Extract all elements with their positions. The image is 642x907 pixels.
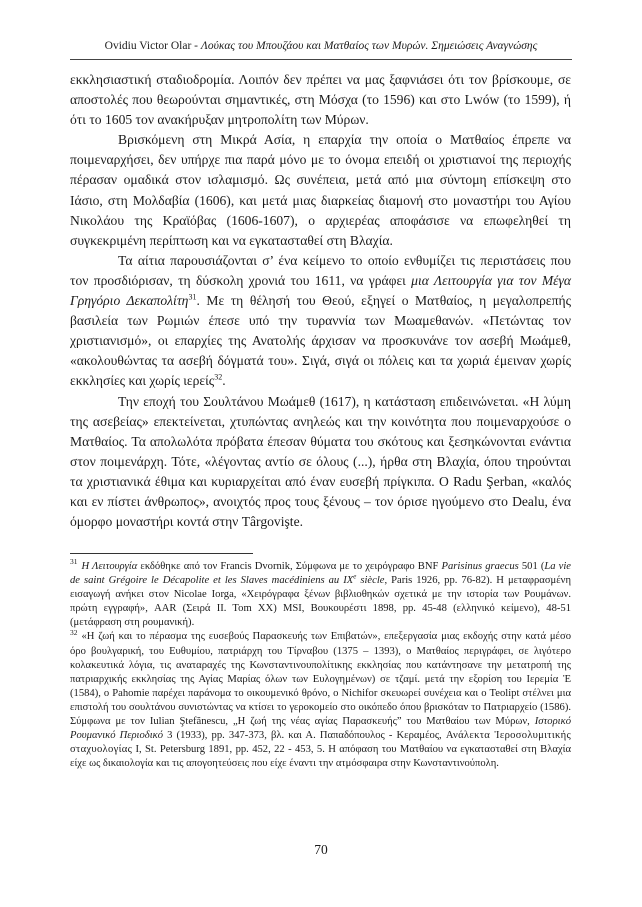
- footnote-superscript: e: [353, 572, 357, 581]
- liturgy-title: μια Λειτουργία για τον Μέγα Γρηγόριο Δεκαπολίτη: [70, 272, 572, 309]
- footnote-ref-31[interactable]: 31: [188, 292, 197, 302]
- footnote-ref-32[interactable]: 32: [214, 372, 223, 382]
- footnotes: [70, 557, 571, 771]
- header-title: Λούκας του Μπουζάου και Ματθαίος των Μυρών. Σημειώσεις Αναγνώσης: [200, 40, 538, 52]
- header-rule: [70, 59, 572, 60]
- footnote-spaced-title: Ανάλεκτα Ἱεροσολυμιτικής σταχυολογίας: [70, 730, 571, 756]
- footnote-text: I, St. Petersburg 1891, pp. 452, 22 - 453, 5. Η απόφαση του Ματθαίου να εγκατασταθεί στη Βλαχία είχε ως δικαιολογία και τις απογοητεύσεις που είχε έναντι την ατμόσφαιρα στην Κωνσταντινούπολη.: [70, 744, 571, 770]
- main-text: [70, 70, 571, 532]
- footnote-31: [70, 557, 571, 630]
- page-number: 70: [314, 842, 328, 857]
- footnote-32: [70, 627, 571, 771]
- footnote-number: 31: [70, 557, 78, 567]
- paragraph-3: [70, 251, 571, 392]
- footnote-text: «Η ζωή και το πέρασμα της ευσεβούς Παρασκευής των Επιβατών», επεξεργασία μιας εκδοχής στην κατά μέσο όρο βουλγαρική, του Ευθυμίου, πατριάρχη του Τίρναβου (1375 – 1393), ο Ματθαίος περιγράφει, σε λιγότερο κολακευτικά λόγια, τις αναταραχές της Κωνσταντινουπολίτικης εκκλησίας που κατάντησανε την μετατροπή της πατριαρχικής εκκλησίας της Αγίας Μαρίας όλων των Ευλογημένων) σε τζαμί. μετά την εξορίση του Ιερεμία Ἐ (1584), ο Pahomie παρέχει παράνομα το οικουμενικό θρόνο, ο Nichifor σκευωρεί συνέχεια και ο Teolipt στέλνει μια επιστολή του σουλτάνου συνιστώντας να κτίσει το γεροκομείο στο οικόπεδο όπου βρισκόταν το Πατριαρχείο (1586). Σύμφωνα με τον Iulian Ştefănescu, „Η ζωή της νέας αγίας Παρασκευής” του Ματθαίου των Μύρων,: [70, 631, 571, 728]
- paragraph-3-text-d: .: [222, 373, 226, 389]
- footnote-italic: Η Λειτουργία: [81, 561, 138, 572]
- footnote-text: 501 (: [518, 561, 545, 572]
- footnote-italic: Ιστορικό Ρουμανικό Περιοδικό: [70, 716, 571, 742]
- header-author: Ovidiu Victor Olar -: [104, 40, 201, 52]
- footnote-text: 3 (1933), pp. 347-373, βλ. και Α. Παπαδόπουλος - Κεραμέος,: [163, 730, 446, 742]
- paragraph-3-text-a: Τα αίτια παρουσιάζονται σ’ ένα κείμενο το οποίο ενθυμίζει τις περιστάσεις που τον προσδιόρισαν, τη δύσκολη χρονιά του 1611, να γράφει: [70, 252, 571, 288]
- paragraph-1: εκκλησιαστική σταδιοδρομία. Λοιπόν δεν πρέπει να μας ξαφνιάσει ότι τον βρίσκουμε, σε αποστολές που θεωρούνται σημαντικές, στη Μόσχα (το 1596) και στο Lwów (το 1599), ή ότι το 1605 τον ανακήρυξαν μητροπολίτη των Μύρων.: [70, 72, 571, 128]
- footnote-italic: La vie de saint Grégoire le Décapolite et les Slaves macédiniens au IX: [70, 561, 571, 587]
- paragraph-4: Την εποχή του Σουλτάνου Μωάμεθ (1617), η κατάσταση επιδεινώνεται. «Η λύμη της ασεβείας» επεκτείνεται, χτυπώντας ανηλεώς και την κοινότητα που ποιμεναρχούσε ο Ματθαίος. Τα απολωλότα πρόβατα έπεσαν θύματα του σκότους και ξεσηκώνονται ενάντια στον ποιμενάρχη. Τότε, «λέγοντας αντίο σε όλους (...), ήρθα στη Βλαχία, όπου τηρούνται τα χριστιανικά έθιμα και κυριαρχείται από έναν ευσεβή πρίγκιπα. Ο Radu Şerban, «καλός και εν πίστει άνθρωπος», ανοιχτός προς τους ξένους – τον όρισε ηγούμενο στο Dealu, ένα όμορφο μοναστήρι κοντά στην Târgovişte.: [70, 393, 571, 530]
- footnote-italic: Parisinus graecus: [441, 561, 519, 572]
- running-header: [70, 40, 572, 52]
- paragraph-3-text-c: . Με τη θέλησή του Θεού, εξηγεί ο Ματθαίος, η μεγαλοπρεπής βασιλεία των Ρωμιών έπεσε υπό την τυραννία των Μωαμεθανών. «Πετώντας τον χριστιανισμό», οι επαρχίες της Ανατολής άρχισαν να προσκυνάνε τον ασεβή Μωάμεθ, «ακολουθώντας τα ασεβή δόγματά του». Σιγά, σιγά οι πόλεις και τα χωριά έμειναν χωρίς εκκλησίες και χωρίς ιερείς: [70, 293, 571, 389]
- footnote-rule: [70, 553, 253, 554]
- footnote-italic: siècle: [356, 575, 385, 587]
- paragraph-2: Βρισκόμενη στη Μικρά Ασία, η επαρχία την οποία ο Ματθαίος έπρεπε να ποιμεναρχήσει, δεν υπήρχε πια παρά μόνο με το όνομα επειδή οι χριστιανοί της περιοχής πέρασαν ομαδικά στον ισλαμισμό. Ως συνέπεια, μετά από μια σύντομη επίσκεψη στο Ιάσιο, στη Μολδαβία (1606), και μετά μιας διαρκείας διαμονή στο μοναστήρι του Αγίου Νικολάου της Κραϊόβας (1606-1607), ο αρχιερέας αποφάσισε να επωφεληθεί τη συγκεκριμένη περίπτωση και να εγκατασταθεί στη Βλαχία.: [70, 132, 571, 248]
- footnote-number: 32: [70, 627, 78, 637]
- footnote-text: , Paris 1926, pp. 76-82). Η μεταφρασμένη εισαγωγή ανήκει στον Nicolae Iorga, «Χειρόγραφα ξένων βιβλιοθηκών σχετικά με την ιστορία των Ρουμάνων. πρώτη εγγραφή», AAR (Σειρά II. Tom XX) MSI, Βουκουρέστι 1898, pp. 45-48 (ελληνικό κείμενο), 48-51 (μετάφραση στη ρουμανική).: [70, 575, 571, 629]
- footnote-text: εκδόθηκε από τον Francis Dvornik, Σύμφωνα με το χειρόγραφο BNF: [137, 561, 442, 572]
